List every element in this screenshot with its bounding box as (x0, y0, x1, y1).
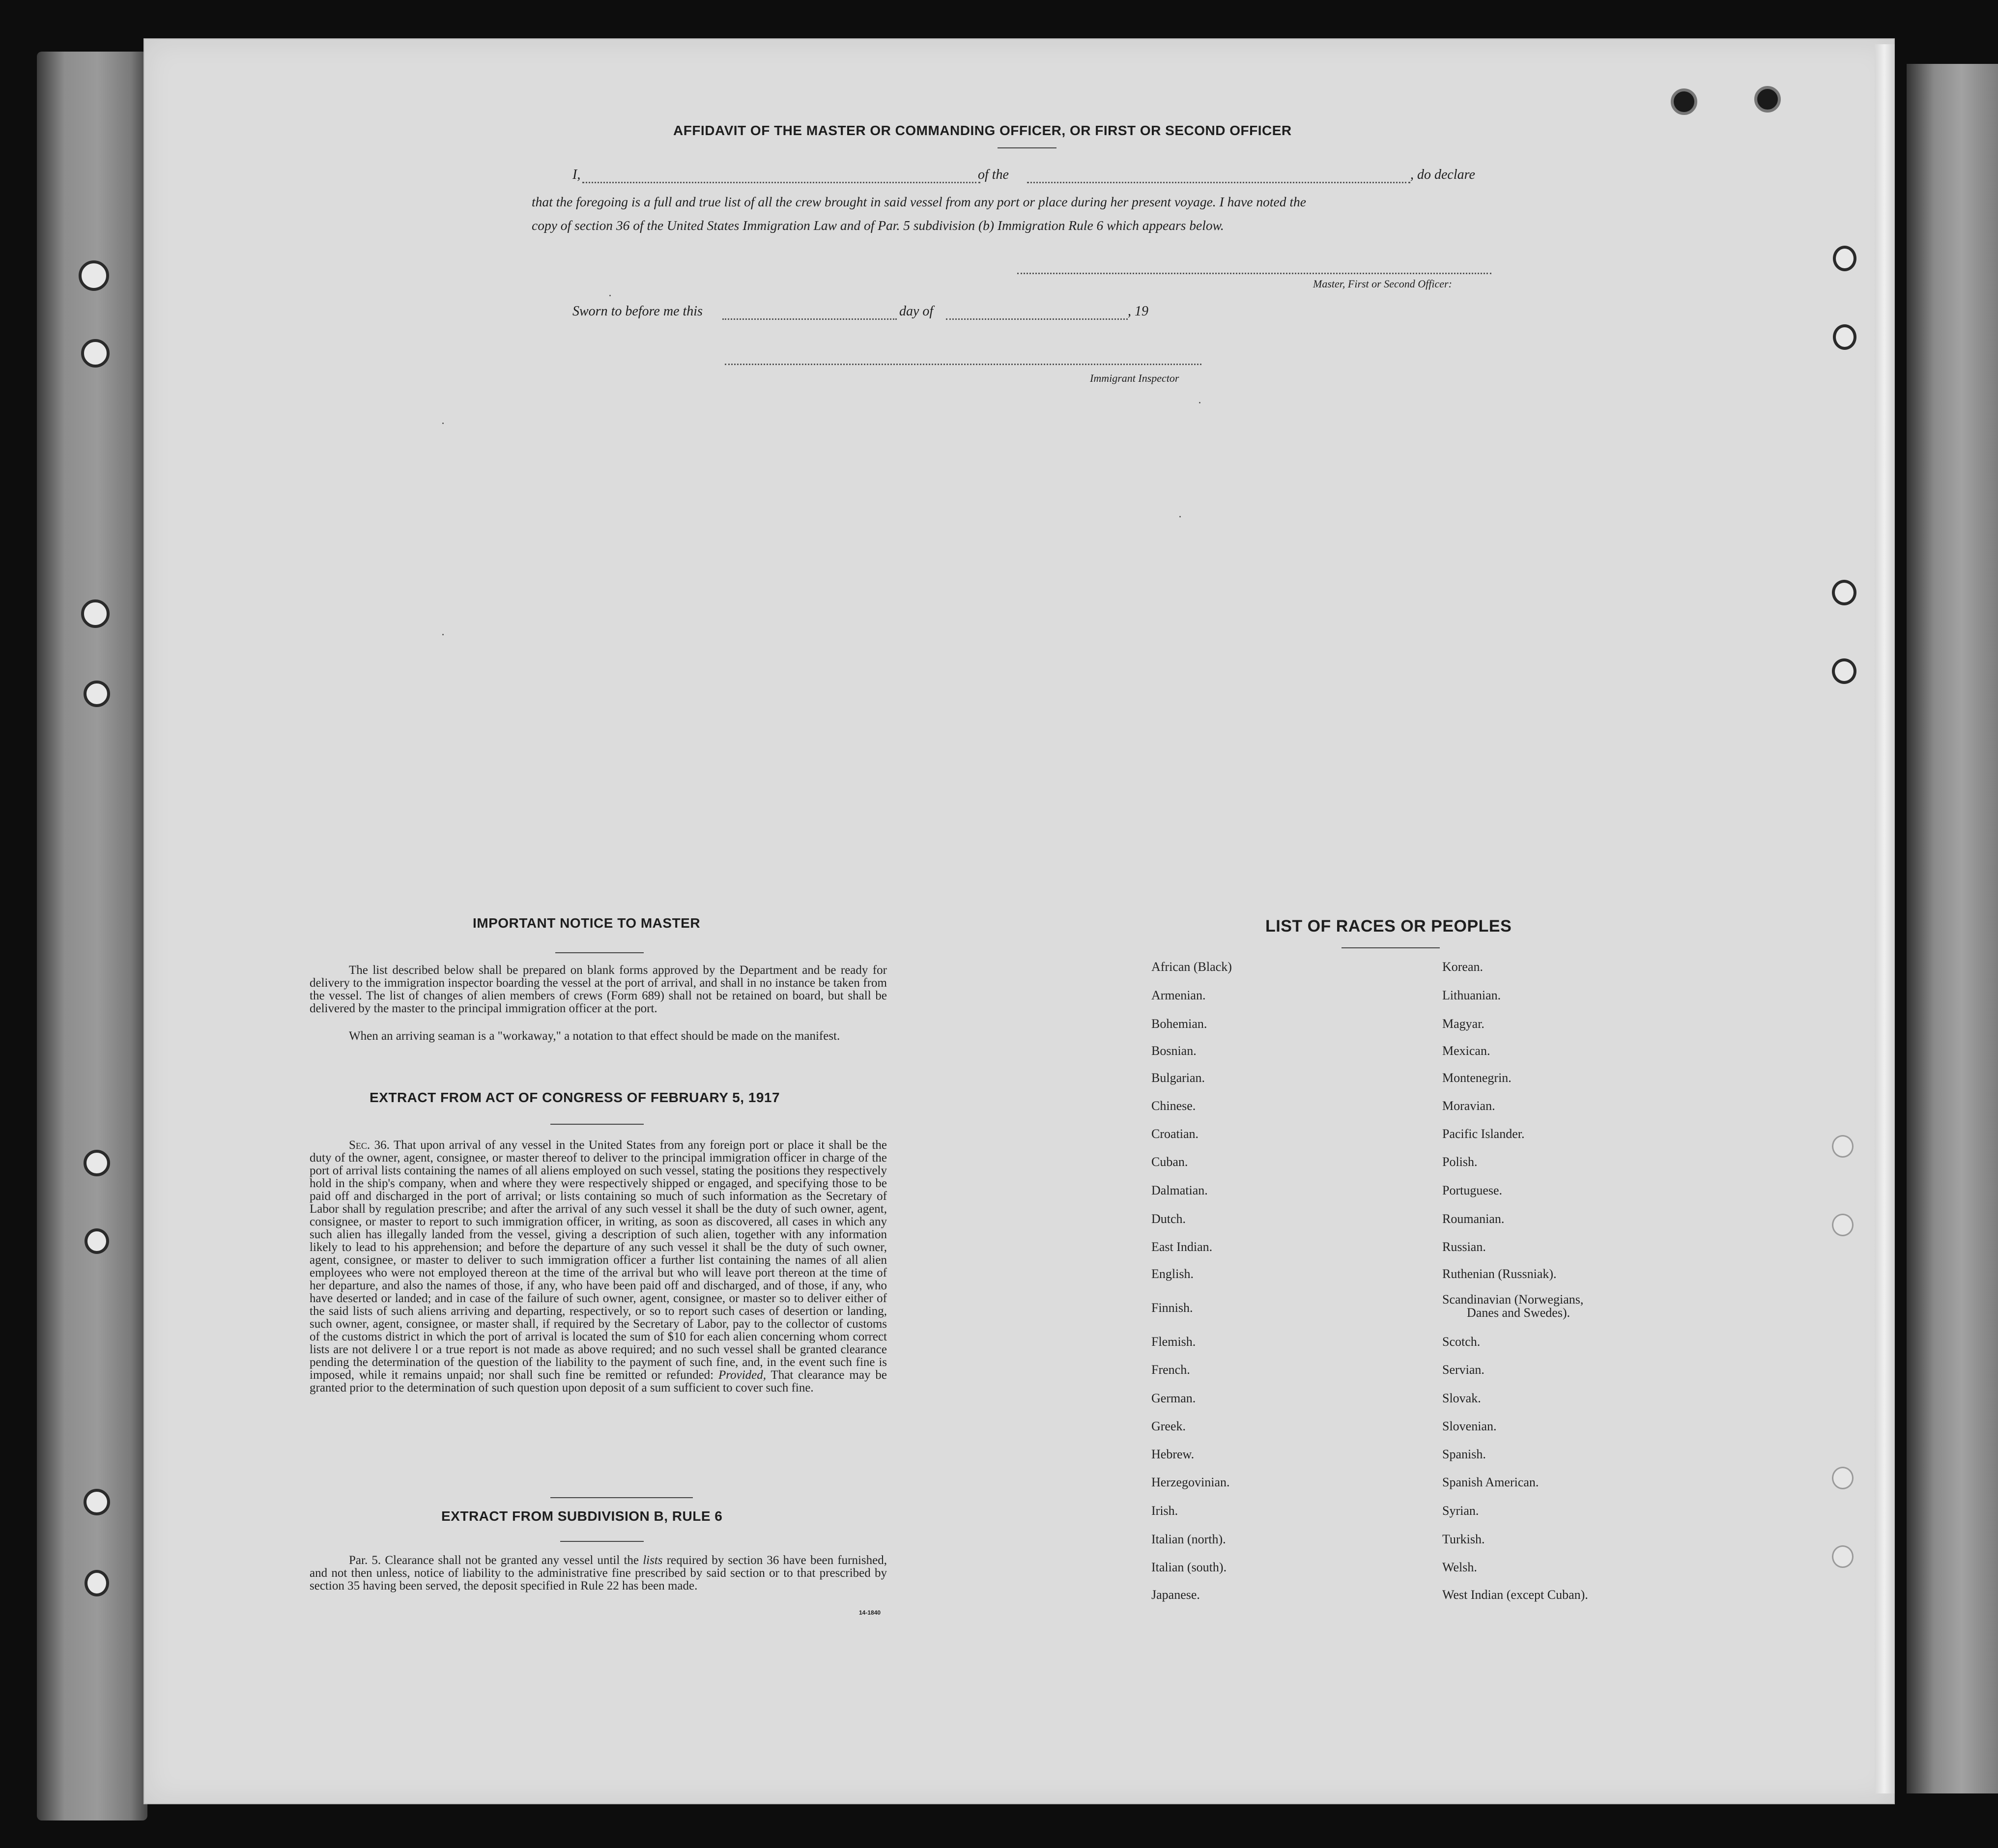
punch-hole-icon (1832, 580, 1856, 605)
page-edge (1875, 44, 1894, 1793)
left-race-item: Cuban. (1151, 1155, 1188, 1169)
affidavit-title-rule (998, 147, 1056, 148)
punch-hole-icon (1832, 1135, 1854, 1158)
punch-hole-icon (1754, 86, 1781, 113)
right-race-item: Moravian. (1442, 1099, 1495, 1113)
punch-hole-icon (1832, 1467, 1854, 1489)
left-race-item: Greek. (1151, 1419, 1186, 1433)
right-race-item: Portuguese. (1442, 1183, 1503, 1197)
form-code: 14-1840 (859, 1609, 881, 1616)
right-race-item: Scandinavian (Norwegians, (1442, 1292, 1584, 1307)
affidavit-name-field[interactable] (582, 170, 980, 183)
right-race-item: Spanish. (1442, 1447, 1486, 1461)
punch-hole-icon (79, 260, 109, 291)
right-race-item: Magyar. (1442, 1017, 1484, 1031)
year-label: , 19 (1128, 304, 1148, 319)
races-title-rule (1342, 947, 1440, 948)
right-race-item: Roumanian. (1442, 1212, 1505, 1226)
punch-hole-icon (1833, 324, 1856, 350)
left-race-item: East Indian. (1151, 1240, 1213, 1254)
right-race-item: Slovenian. (1442, 1419, 1497, 1433)
master-signature-label: Master, First or Second Officer: (1313, 278, 1452, 290)
left-race-item: Irish. (1151, 1504, 1178, 1518)
left-race-item: Bulgarian. (1151, 1071, 1205, 1085)
right-race-item: Polish. (1442, 1155, 1478, 1169)
punch-hole-icon (85, 1570, 109, 1596)
left-race-item: Dalmatian. (1151, 1183, 1208, 1197)
speck (442, 634, 444, 635)
left-race-item: Croatian. (1151, 1127, 1199, 1141)
notice-paragraph-1: The list described below shall be prepared on blank forms approved by the Department and be ready for delivery to the immigration inspector boarding the vessel at the port of arrival, and shall in no instance be taken from the vessel. The list of changes of alien members of crews (Form 689) shall not be retained on board, but shall be delivered by the master to the principal immigration officer at the port. (310, 964, 887, 1015)
right-race-item: Syrian. (1442, 1504, 1479, 1518)
speck (442, 423, 444, 424)
left-race-item: Flemish. (1151, 1335, 1196, 1349)
day-of-label: day of (899, 304, 934, 319)
lists-word: lists (643, 1554, 663, 1567)
left-race-item: Herzegovinian. (1151, 1475, 1230, 1489)
extract-rule-title: EXTRACT FROM SUBDIVISION B, RULE 6 (441, 1508, 723, 1524)
left-race-item: Italian (north). (1151, 1532, 1226, 1546)
left-race-item: German. (1151, 1391, 1196, 1405)
right-race-item: Ruthenian (Russniak). (1442, 1267, 1557, 1281)
affidavit-of-the-label: of the (978, 167, 1009, 182)
affidavit-line-2: that the foregoing is a full and true list of all the crew brought in said vessel from any port or place during her present voyage. I have noted the (532, 194, 1306, 209)
inspector-signature-field[interactable] (725, 354, 1201, 365)
left-race-item: English. (1151, 1267, 1194, 1281)
left-race-item: Japanese. (1151, 1588, 1200, 1602)
left-race-item: Bosnian. (1151, 1044, 1197, 1058)
notice-title-rule (555, 952, 644, 953)
sworn-month-field[interactable] (946, 306, 1128, 320)
punch-hole-icon (84, 1489, 110, 1515)
extract-act-rule (550, 1124, 644, 1125)
left-race-item: Italian (south). (1151, 1560, 1227, 1574)
affidavit-vessel-field[interactable] (1027, 170, 1410, 183)
punch-hole-icon (1832, 658, 1856, 684)
right-race-item: West Indian (except Cuban). (1442, 1588, 1588, 1602)
punch-hole-icon (81, 339, 110, 368)
speck (1199, 402, 1200, 403)
left-binding-strip (37, 52, 147, 1820)
provided-word: Provided, (718, 1368, 766, 1382)
left-race-item: Bohemian. (1151, 1017, 1207, 1031)
right-binding-strip (1907, 64, 1998, 1793)
extract-act-title: EXTRACT FROM ACT OF CONGRESS OF FEBRUARY 5, 1917 (370, 1090, 780, 1105)
par5-text-a: Par. 5. Clearance shall not be granted any vessel until the (349, 1554, 639, 1567)
punch-hole-icon (1833, 246, 1856, 271)
sworn-label: Sworn to before me this (572, 304, 703, 319)
document-page (143, 38, 1895, 1804)
notice-paragraph-2: When an arriving seaman is a "workaway," a notation to that effect should be made on the manifest. (349, 1029, 840, 1043)
affidavit-title: AFFIDAVIT OF THE MASTER OR COMMANDING OFFICER, OR FIRST OR SECOND OFFICER (673, 123, 1292, 138)
section-label: Sec. 36. (349, 1138, 390, 1152)
left-race-item: African (Black) (1151, 960, 1232, 974)
right-race-item: Scotch. (1442, 1335, 1481, 1349)
section-36-body: That upon arrival of any vessel in the United States from any foreign port or place it shall be the duty of the owner, agent, consignee, or master thereof to deliver to the principal immigration officer in charge of the port of arrival lists containing the names of all aliens employed on such vessel, stating the positions they respectively hold in the ship's company, when and where they were respectively shipped or engaged, and specifying those to be paid off and discharged in the port of arrival; or lists containing so much of such information as the Secretary of Labor shall by regulation prescribe; and after the arrival of any such vessel it shall be the duty of such owner, agent, consignee, or master to report to such immigration officer, in writing, as soon as discovered, all cases in which any such alien has illegally landed from the vessel, giving a description of such alien, together with any information likely to lead to his apprehension; and before the departure of any such vessel it shall be the duty of such owner, agent, consignee, or master to deliver to such immigration officer a further list containing the names of all alien employees who were not employed thereon at the time of the arrival but who will leave port thereon at the time of her departure, and also the names of those, if any, who have been paid off and discharged, and of those, if any, who have deserted or landed; and in case of the failure of such owner, agent, consignee, or master so to deliver either of the said lists of such aliens arriving and departing, respectively, or so to report such cases of desertion or landing, such owner, agent, consignee, or master shall, if required by the Secretary of Labor, pay to the collector of customs of the customs district in which the port of arrival is located the sum of $10 for each alien concerning whom correct lists are not delivere l or a true report is not made as above required; and no such vessel shall be granted clearance pending the determination of the question of the liability to the payment of such fine, and, in the event such fine is imposed, while it remains unpaid; nor shall such fine be remitted or refunded: (310, 1138, 887, 1382)
right-race-item: Lithuanian. (1442, 988, 1501, 1002)
inspector-label: Immigrant Inspector (1090, 372, 1179, 384)
sworn-day-field[interactable] (722, 306, 897, 320)
master-signature-field[interactable] (1017, 263, 1491, 274)
left-race-item: French. (1151, 1363, 1190, 1377)
punch-hole-icon (85, 1228, 109, 1254)
right-race-item: Spanish American. (1442, 1475, 1539, 1489)
affidavit-do-declare: , do declare (1410, 167, 1475, 182)
right-race-item: Turkish. (1442, 1532, 1485, 1546)
right-race-item: Welsh. (1442, 1560, 1477, 1574)
extract-divider (550, 1497, 693, 1498)
section-36-end: That clearance may be granted prior to the determination of such question upon deposit of a sum sufficient to cover such fine. (310, 1368, 887, 1394)
punch-hole-icon (1832, 1214, 1854, 1236)
left-race-item: Dutch. (1151, 1212, 1186, 1226)
punch-hole-icon (81, 599, 110, 628)
speck (1179, 516, 1181, 517)
right-race-item: Russian. (1442, 1240, 1486, 1254)
par5-text-b: required by section 36 have been furnished, and not then unless, notice of liability to the administrative fine prescribed by said section or to that prescribed by section 35 having been served, the deposit specified in Rule 22 has been made. (310, 1554, 887, 1592)
left-race-item: Hebrew. (1151, 1447, 1195, 1461)
extract-rule-rule (560, 1541, 644, 1542)
races-title: LIST OF RACES OR PEOPLES (1265, 917, 1512, 936)
affidavit-line-3: copy of section 36 of the United States Immigration Law and of Par. 5 subdivision (b) Immigration Rule 6 which appears below. (532, 218, 1224, 233)
speck (609, 295, 611, 296)
punch-hole-icon (1832, 1545, 1854, 1568)
right-race-item: Korean. (1442, 960, 1484, 974)
affidavit-i-label: I, (572, 167, 581, 182)
extract-act-text (310, 1139, 887, 1394)
punch-hole-icon (1671, 88, 1697, 115)
left-race-item: Armenian. (1151, 988, 1206, 1002)
notice-title: IMPORTANT NOTICE TO MASTER (473, 915, 701, 931)
right-race-item: Mexican. (1442, 1044, 1490, 1058)
right-race-item: Slovak. (1442, 1391, 1481, 1405)
punch-hole-icon (84, 681, 110, 707)
punch-hole-icon (84, 1150, 110, 1176)
right-race-item: Servian. (1442, 1363, 1484, 1377)
right-race-item: Danes and Swedes). (1467, 1306, 1570, 1320)
extract-rule-text (310, 1554, 887, 1592)
left-race-item: Finnish. (1151, 1301, 1193, 1315)
right-race-item: Montenegrin. (1442, 1071, 1512, 1085)
right-race-item: Pacific Islander. (1442, 1127, 1525, 1141)
left-race-item: Chinese. (1151, 1099, 1196, 1113)
